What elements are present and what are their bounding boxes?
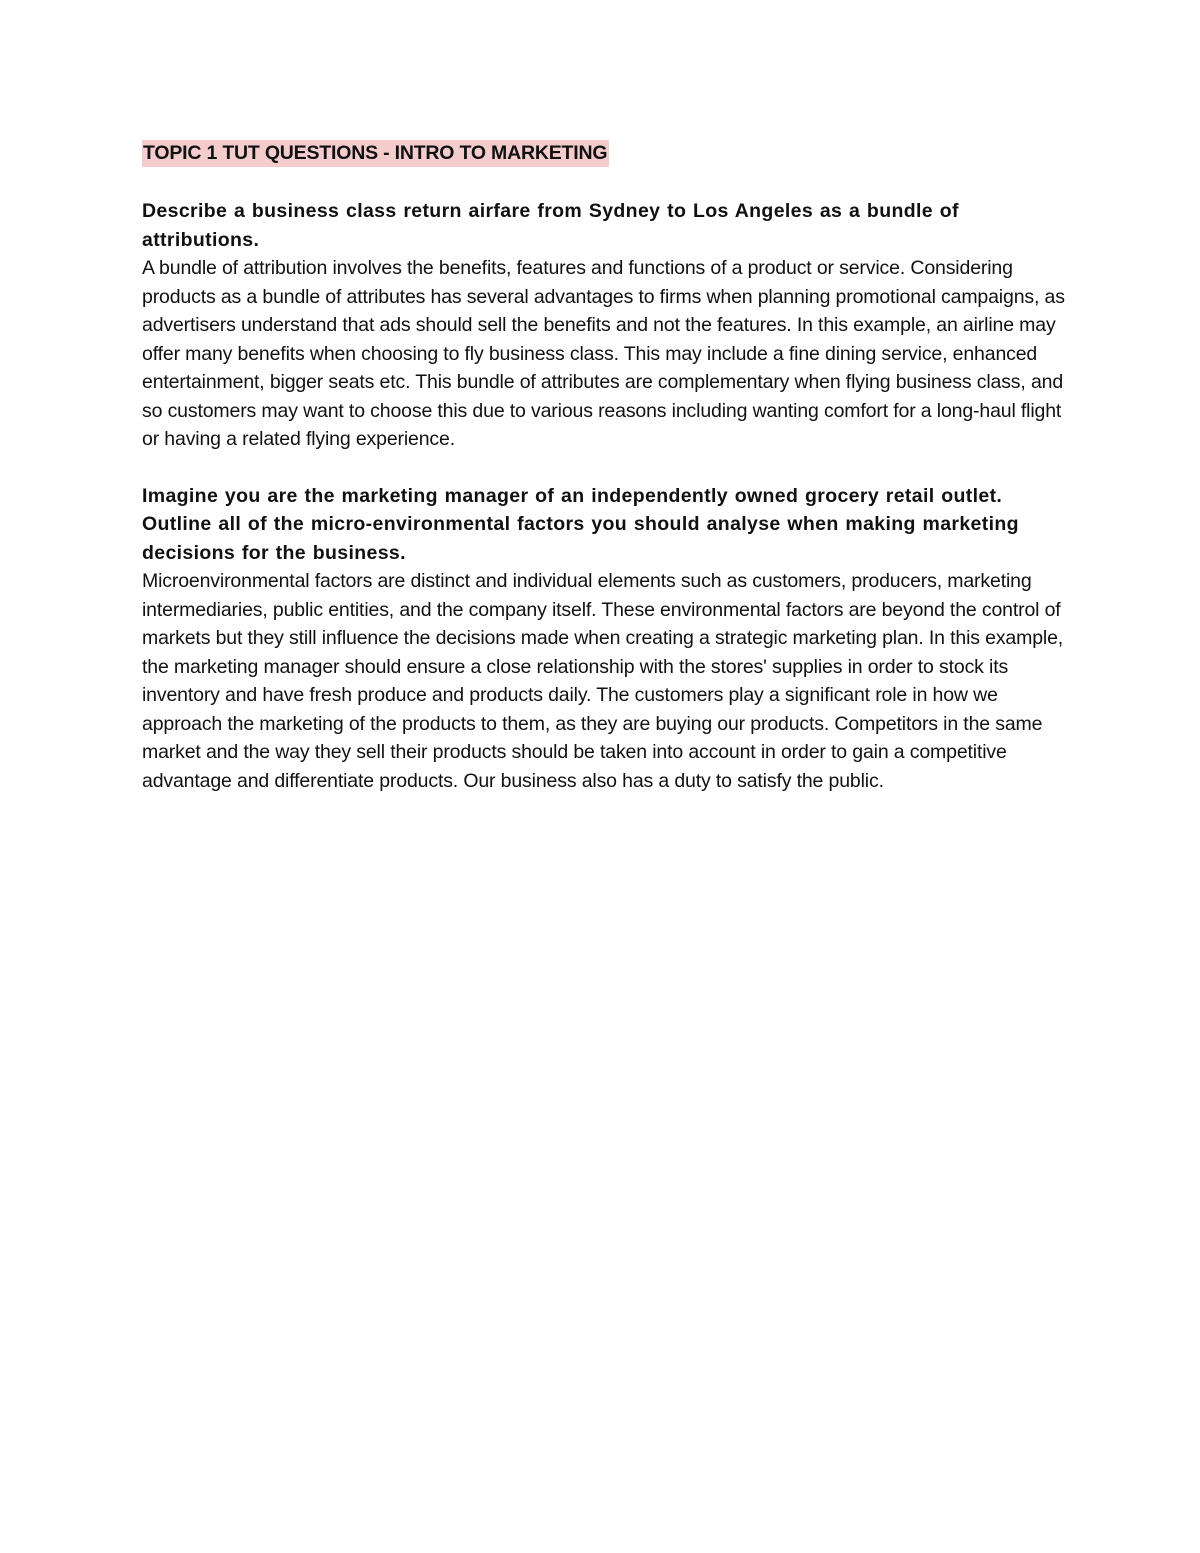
- document-body: [142, 140, 1067, 795]
- answer-2-paragraph: Microenvironmental factors are distinct and individual elements such as customers, producers, marketing intermediaries, public entities, and the company itself. These environmental factors are beyond the control of markets but they still influence the decisions made when creating a strategic marketing plan. In this example, the marketing manager should ensure a close relationship with the stores' supplies in order to stock its inventory and have fresh produce and products daily. The customers play a significant role in how we approach the marketing of the products to them, as they are buying our products. Competitors in the same market and the way they sell their products should be taken into account in order to gain a competitive advantage and differentiate products. Our business also has a duty to satisfy the public.: [142, 570, 1064, 792]
- question-2-heading: Imagine you are the marketing manager of an independently owned grocery retail outlet. Outline all of the micro-environmental factors you should analyse when making marketing decisions for the business.: [142, 484, 1019, 564]
- document-title: TOPIC 1 TUT QUESTIONS - INTRO TO MARKETING: [142, 140, 609, 167]
- answer-1-paragraph: A bundle of attribution involves the benefits, features and functions of a product or service. Considering products as a bundle of attributes has several advantages to firms when planning promotional campaigns, as advertisers understand that ads should sell the benefits and not the features. In this example, an airline may offer many benefits when choosing to fly business class. This may include a fine dining service, enhanced entertainment, bigger seats etc. This bundle of attributes are complementary when flying business class, and so customers may want to choose this due to various reasons including wanting comfort for a long-haul flight or having a related flying experience.: [142, 257, 1065, 450]
- question-section-1: [142, 197, 1067, 454]
- question-1-heading: Describe a business class return airfare from Sydney to Los Angeles as a bundle of attributions.: [142, 200, 959, 251]
- question-section-2: [142, 482, 1067, 796]
